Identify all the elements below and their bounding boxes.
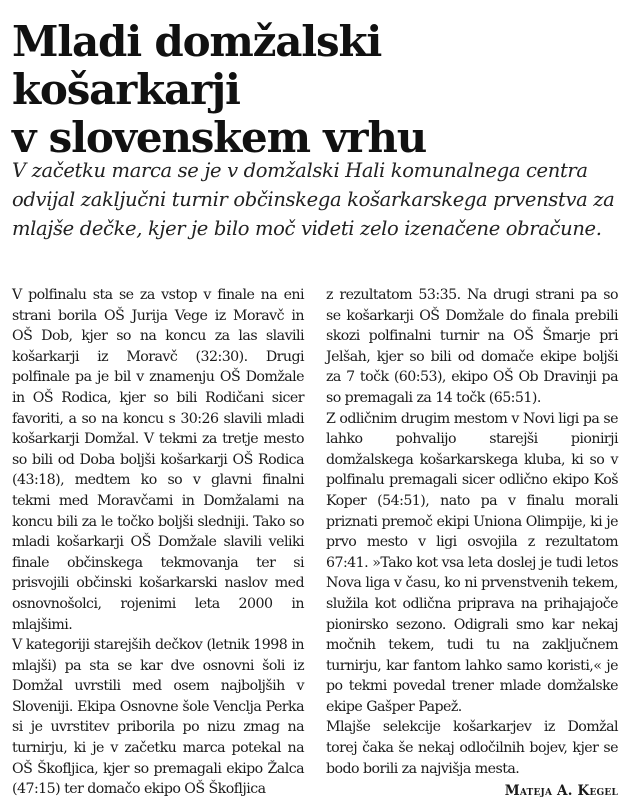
body-paragraph: Z odličnim drugim mestom v Novi ligi pa se lahko pohvalijo starejši pionirji domžalskega košarkarskega kluba, ki so v polfinalu premagali sicer odlično ekipo Koš Koper (54:51), nato pa v finalu morali priznati premoč ekipi Uniona Olimpije, ki je prvo mesto v ligi osvojila z rezultatom 67:41. »Tako kot vsa leta doslej je tudi letos Nova liga v času, ko ni prvenstvenih tekem, služila kot odlična priprava na prihajajoče pionirsko sezono. Odigrali smo kar nekaj močnih tekem, tudi tu na zaključnem turnirju, kar fantom lahko samo koristi,« je po tekmi povedal trener mlade domžalske ekipe Gašper Papež.	[326, 410, 618, 715]
body-paragraph: Mlajše selekcije košarkarjev iz Domžal torej čaka še nekaj odločilnih bojev, kjer se bodo borili za najvišja mesta.	[326, 719, 618, 777]
body-paragraph: V polfinalu sta se za vstop v finale na eni strani borila OŠ Jurija Vege iz Moravč in OŠ Dob, kjer so na koncu za las slavili košarkarji iz Moravč (32:30). Drugi polfinale pa je bil v znamenju OŠ Domžale in OŠ Rodica, kjer so bili Rodičani sicer favoriti, a so na koncu s 30:26 slavili mladi košarkarji Domžal. V tekmi za tretje mesto so bili od Doba boljši košarkarji OŠ Rodica (43:18), medtem ko so v glavni finalni tekmi med Moravčami in Domžalami na koncu bili za le točko boljši sledniji. Tako so mladi košarkarji OŠ Domžale slavili veliki finale občinskega tekmovanja ter si prisvojili občinski košarkarski naslov med osnovnošolci, rojenimi leta 2000 in mlajšimi.	[12, 287, 304, 633]
column-left	[12, 285, 304, 798]
lead-paragraph: V začetku marca se je v domžalski Hali komunalnega centra odvijal zaključni turnir občinskega košarkarskega prvenstva za mlajše dečke, kjer je bilo moč videti zelo izenačene obračune.	[12, 159, 615, 240]
headline-line-1: Mladi domžalski košarkarji	[12, 17, 382, 114]
body-paragraph: z rezultatom 53:35. Na drugi strani pa so se košarkarji OŠ Domžale do finala prebili skozi polfinalni turnir na OŠ Šmarje pri Jelšah, kjer so bili od domače ekipe boljši za 7 točk (60:53), ekipo OŠ Ob Dravinji pa so premagali za 14 točk (65:51).	[326, 287, 618, 406]
body-paragraph: V kategoriji starejših dečkov (letnik 1998 in mlajši) pa sta se kar dve osnovni šoli iz Domžal uvrstili med osem najboljših v Sloveniji. Ekipa Osnovne šole Venclja Perka si je uvrstitev priborila po nizu zmag na turnirju, ki je v začetku marca potekal na OŠ Škofljica, kjer so premagali ekipo Žalca (47:15) ter domačo ekipo OŠ Škofljica	[12, 637, 304, 798]
author-byline: Mateja A. Kegel	[504, 783, 618, 800]
column-right	[326, 285, 618, 800]
headline-line-2: v slovenskem vrhu	[12, 113, 427, 162]
article-body	[12, 285, 618, 800]
headline	[12, 18, 618, 162]
